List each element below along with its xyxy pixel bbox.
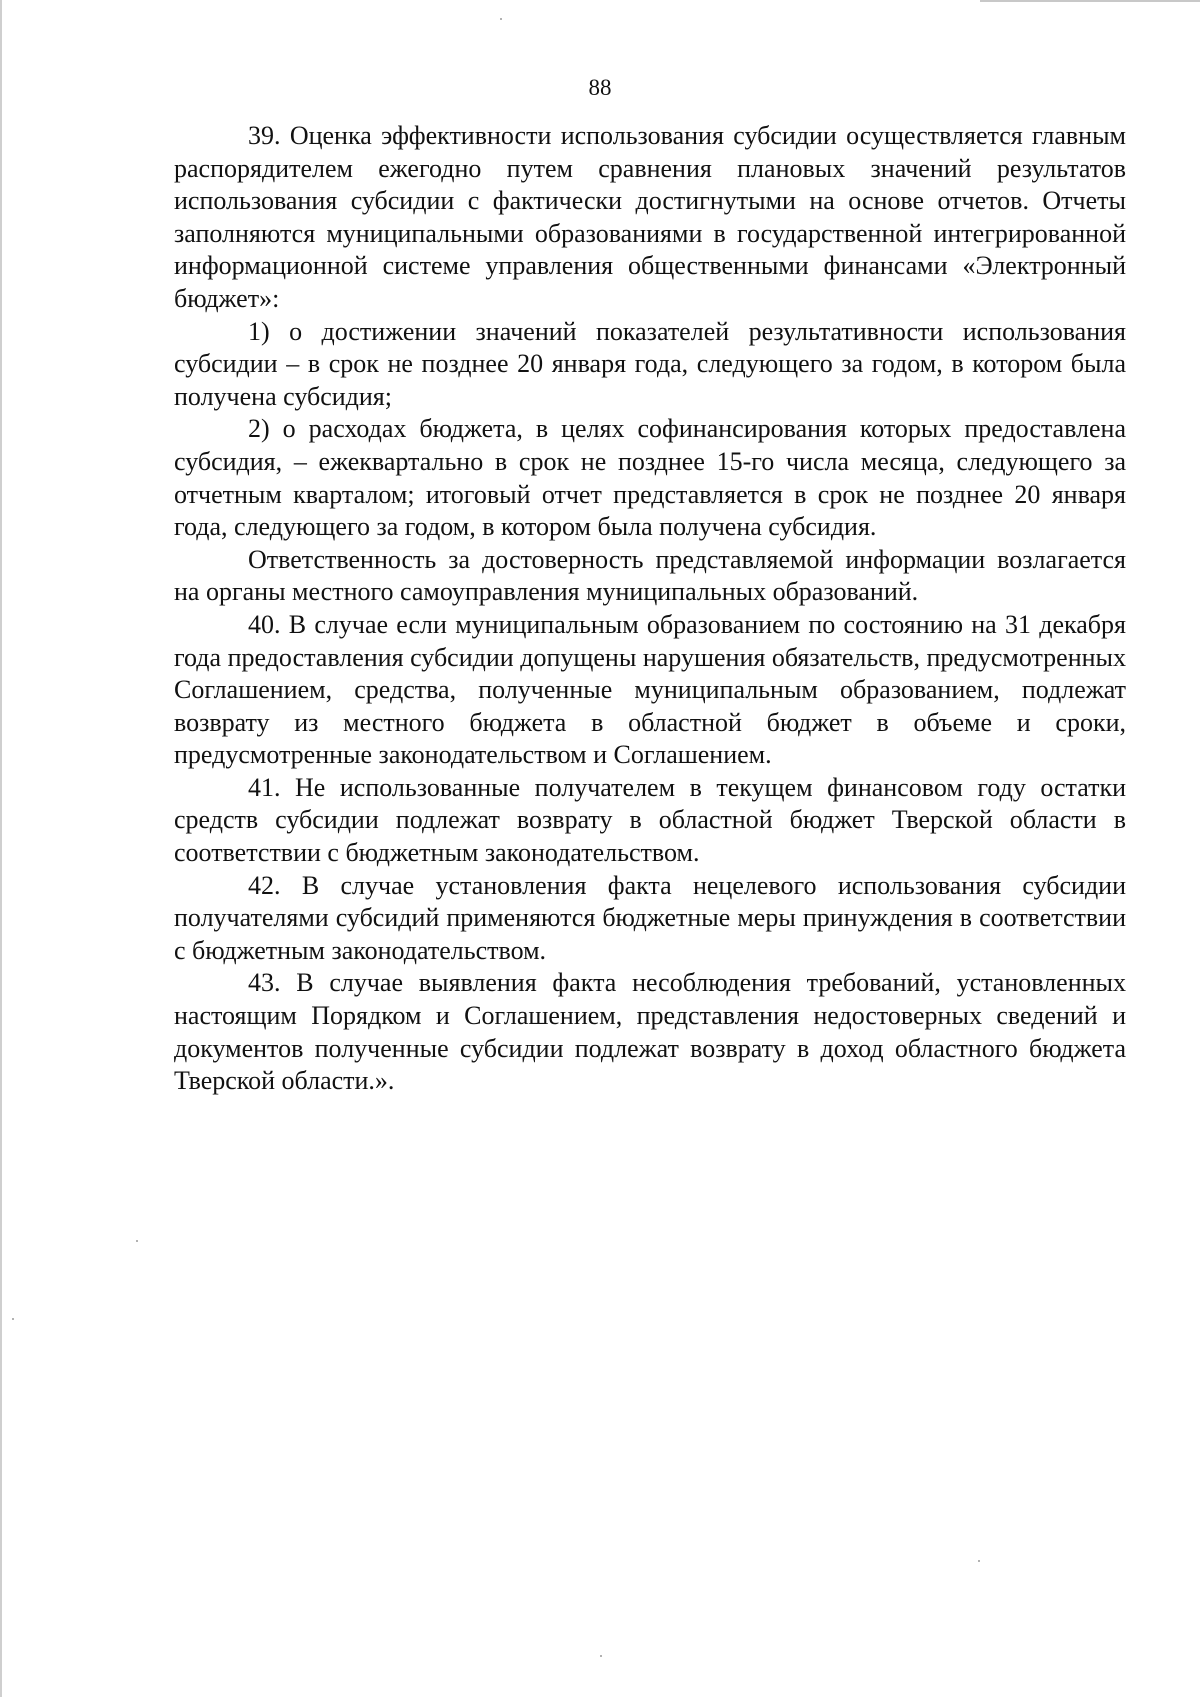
scan-speck (978, 1560, 980, 1562)
paragraph-39: 39. Оценка эффективности использования субсидии осуществляется главным распорядителем ежегодно путем сравнения плановых значений результатов использования субсидии с фактически достигнутыми на основе отчетов. Отчеты заполняются муниципальными образованиями в государственной интегрированной информационной системе управления общественными финансами «Электронный бюджет»: (174, 121, 1126, 313)
scan-speck (12, 1318, 14, 1320)
scan-speck (500, 18, 502, 20)
scan-edge-left (0, 0, 2, 1697)
document-body (174, 120, 1126, 1098)
scan-edge-top (980, 0, 1200, 2)
paragraph-41: 41. Не использованные получателем в текущем финансовом году остатки средств субсидии подлежат возврату в областной бюджет Тверской области в соответствии с бюджетным законодательством. (174, 772, 1126, 868)
scan-speck (136, 1240, 138, 1242)
paragraph-42: 42. В случае установления факта нецелевого использования субсидии получателями субсидий применяются бюджетные меры принуждения в соответствии с бюджетным законодательством. (174, 870, 1126, 965)
page-number: 88 (588, 75, 612, 100)
paragraph-40: 40. В случае если муниципальным образованием по состоянию на 31 декабря года предоставления субсидии допущены нарушения обязательств, предусмотренных Соглашением, средства, полученные муниципальным образованием, подлежат возврату из местного бюджета в областной бюджет в объеме и сроки, предусмотренные законодательством и Соглашением. (174, 609, 1126, 770)
paragraph-39-item-1: 1) о достижении значений показателей результативности использования субсидии – в срок не позднее 20 января года, следующего за годом, в котором была получена субсидия; (174, 316, 1126, 411)
paragraph-responsibility: Ответственность за достоверность представляемой информации возлагается на органы местного самоуправления муниципальных образований. (174, 544, 1126, 607)
paragraph-39-item-2: 2) о расходах бюджета, в целях софинансирования которых предоставлена субсидия, – ежеквартально в срок не позднее 15-го числа месяца, следующего за отчетным кварталом; итоговый отчет представляется в срок не позднее 20 января года, следующего за годом, в котором была получена субсидия. (174, 414, 1126, 542)
paragraph-43: 43. В случае выявления факта несоблюдения требований, установленных настоящим Порядком и Соглашением, представления недостоверных сведений и документов полученные субсидии подлежат возврату в доход областного бюджета Тверской области.». (174, 968, 1126, 1096)
scan-speck (600, 1655, 602, 1657)
